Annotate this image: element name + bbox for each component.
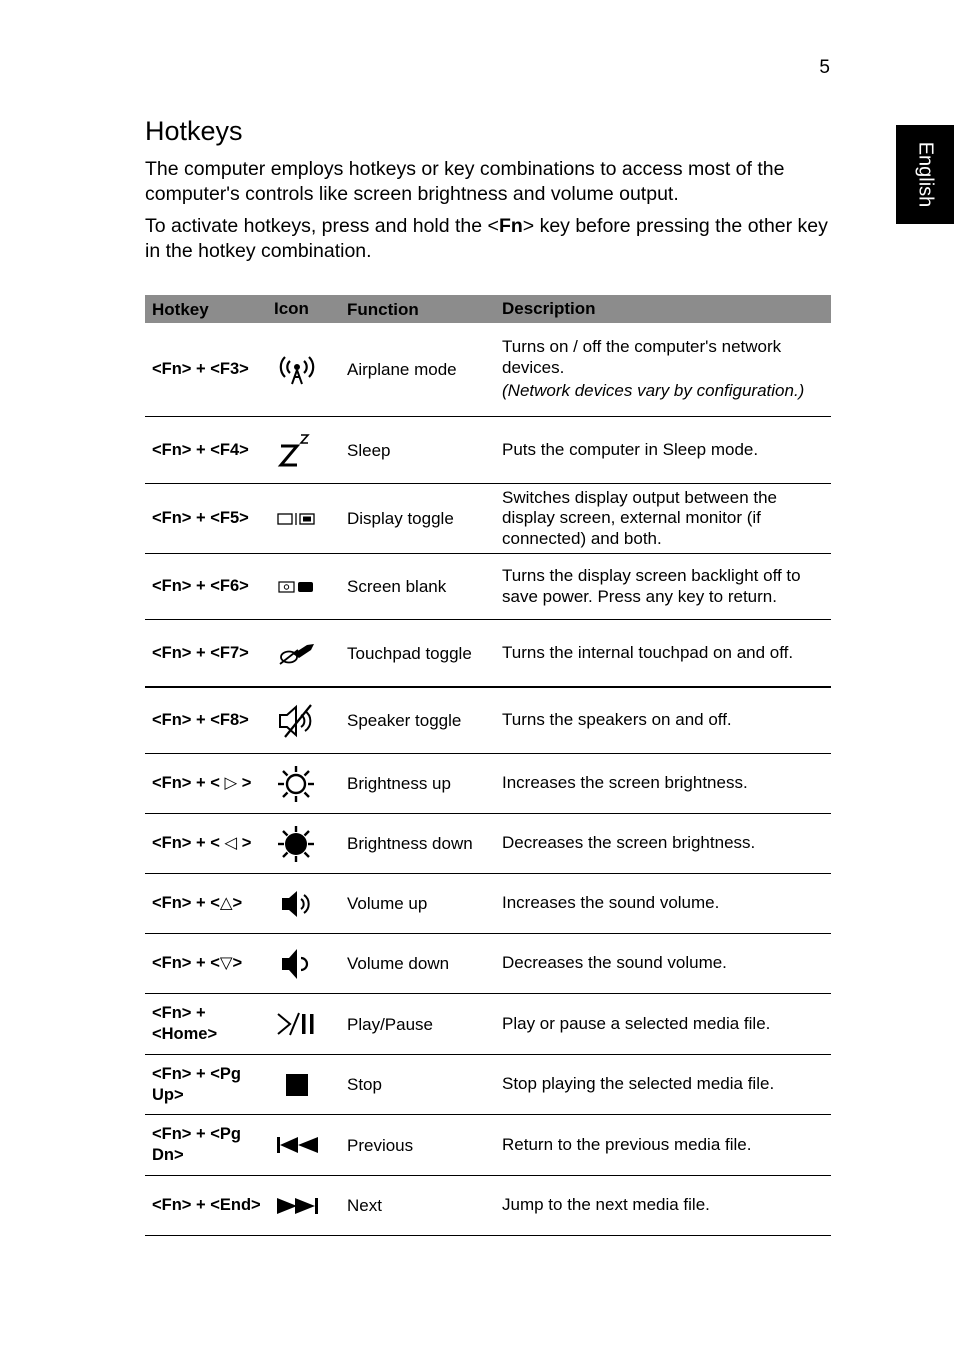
language-tab xyxy=(896,125,954,224)
language-tab-label: English xyxy=(914,141,937,208)
touchpad-toggle-icon xyxy=(267,641,340,665)
volume-up-icon xyxy=(267,888,340,920)
intro-paragraph-1: The computer employs hotkeys or key combinations to access most of the computer's controls like screen brightness and volume output. xyxy=(145,158,785,205)
description-cell: Increases the screen brightness. xyxy=(502,773,748,793)
description-cell: Turns the display screen backlight off to save power. Press any key to return. xyxy=(502,566,801,606)
description-cell: Play or pause a selected media file. xyxy=(502,1013,771,1033)
function-cell: Stop xyxy=(347,1075,382,1094)
table-row xyxy=(145,686,831,753)
description-text: Turns on / off the computer's network devices. xyxy=(502,337,782,377)
header-description: Description xyxy=(502,298,596,318)
table-row xyxy=(145,1175,831,1236)
hotkeys-table xyxy=(145,295,831,1236)
description-cell: Puts the computer in Sleep mode. xyxy=(502,439,759,459)
table-row xyxy=(145,993,831,1054)
description-note: (Network devices vary by configuration.) xyxy=(502,381,805,401)
brightness-up-icon xyxy=(267,765,340,803)
hotkey-cell: <Fn> + <F5> xyxy=(152,509,249,527)
hotkey-cell: <Fn> + <F7> xyxy=(152,643,249,662)
airplane-mode-icon xyxy=(267,354,340,386)
hotkey-cell: <Fn> + < ◁ > xyxy=(152,834,252,852)
screen-blank-icon xyxy=(267,580,340,594)
page-number: 5 xyxy=(819,57,830,78)
table-row xyxy=(145,619,831,686)
intro-text-before: To activate hotkeys, press and hold the < xyxy=(145,215,499,237)
table-row xyxy=(145,553,831,619)
next-icon xyxy=(267,1197,340,1215)
brightness-down-icon xyxy=(267,825,340,863)
previous-icon xyxy=(267,1136,340,1154)
hotkey-cell: <Fn> + <Pg Up> xyxy=(152,1064,241,1104)
function-cell: Touchpad toggle xyxy=(347,643,472,663)
table-row xyxy=(145,873,831,933)
table-header xyxy=(145,295,831,323)
hotkey-cell: <Fn> + <▽> xyxy=(152,954,243,972)
stop-icon xyxy=(267,1073,340,1097)
function-cell: Display toggle xyxy=(347,509,454,528)
table-row xyxy=(145,483,831,553)
description-cell: Switches display output between the display screen, external monitor (if connected) and both. xyxy=(502,487,778,548)
table-row xyxy=(145,933,831,993)
description-cell xyxy=(495,337,831,402)
hotkey-cell: <Fn> + <△> xyxy=(152,894,243,912)
function-cell: Previous xyxy=(347,1135,414,1155)
header-function: Function xyxy=(347,299,419,319)
function-cell: Screen blank xyxy=(347,577,447,596)
function-cell: Volume down xyxy=(347,954,450,973)
hotkey-cell: <Fn> + <End> xyxy=(152,1196,261,1214)
description-cell: Increases the sound volume. xyxy=(502,893,720,913)
hotkey-cell: <Fn> + < ▷ > xyxy=(152,774,252,792)
table-row xyxy=(145,416,831,483)
table-row xyxy=(145,323,831,416)
hotkey-cell: <Fn> + <F4> xyxy=(152,440,249,459)
intro-paragraph-2 xyxy=(145,214,835,264)
function-cell: Brightness down xyxy=(347,834,473,853)
play-pause-icon xyxy=(267,1012,340,1036)
header-icon: Icon xyxy=(274,299,309,318)
description-cell: Decreases the screen brightness. xyxy=(502,833,756,853)
table-row xyxy=(145,753,831,813)
function-cell: Play/Pause xyxy=(347,1014,433,1034)
description-cell: Decreases the sound volume. xyxy=(502,953,727,973)
table-row xyxy=(145,813,831,873)
header-hotkey: Hotkey xyxy=(152,299,209,319)
function-cell: Next xyxy=(347,1196,382,1215)
hotkey-cell: <Fn> + <Pg Dn> xyxy=(152,1125,241,1164)
function-cell: Speaker toggle xyxy=(347,711,462,730)
function-cell: Sleep xyxy=(347,440,391,460)
table-row xyxy=(145,1054,831,1114)
hotkey-cell: <Fn> + <F3> xyxy=(152,360,249,378)
volume-down-icon xyxy=(267,946,340,982)
description-cell: Turns the internal touchpad on and off. xyxy=(502,642,794,662)
sleep-icon xyxy=(267,432,340,468)
hotkey-cell: <Fn> + <F8> xyxy=(152,711,249,729)
speaker-toggle-icon xyxy=(267,704,340,738)
description-cell: Return to the previous media file. xyxy=(502,1134,752,1154)
table-row xyxy=(145,1114,831,1175)
function-cell: Brightness up xyxy=(347,774,451,793)
function-cell: Airplane mode xyxy=(347,360,457,379)
description-cell: Jump to the next media file. xyxy=(502,1195,710,1215)
fn-key: Fn xyxy=(498,215,523,237)
hotkey-cell: <Fn> + <Home> xyxy=(152,1004,218,1043)
hotkey-cell: <Fn> + <F6> xyxy=(152,577,249,595)
description-cell: Stop playing the selected media file. xyxy=(502,1074,775,1094)
page-title: Hotkeys xyxy=(145,116,243,146)
description-cell: Turns the speakers on and off. xyxy=(502,710,732,730)
display-toggle-icon xyxy=(267,512,340,526)
intro-text-after: > key before pressing the other key in the hotkey combination. xyxy=(145,215,828,262)
function-cell: Volume up xyxy=(347,894,428,913)
